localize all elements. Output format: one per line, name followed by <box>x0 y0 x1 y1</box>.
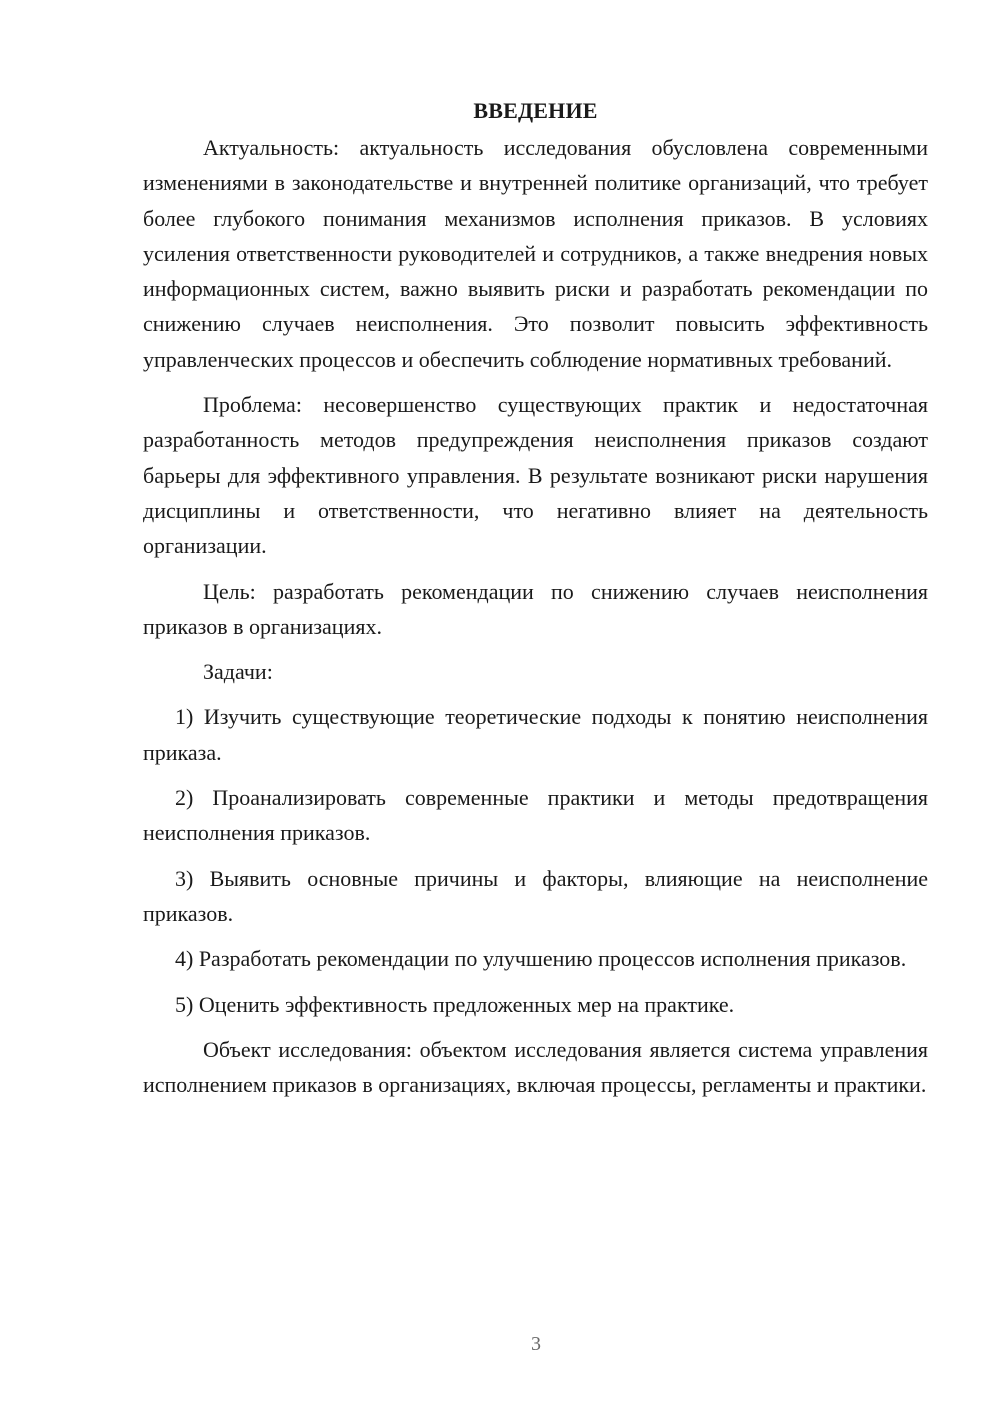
paragraph-goal: Цель: разработать рекомендации по снижению случаев неисполнения приказов в организациях. <box>143 578 928 639</box>
paragraph-tasks-heading: Задачи: <box>203 659 273 685</box>
task-item: 1) Изучить существующие теоретические подходы к понятию неисполнения приказа. <box>143 704 928 765</box>
task-item: 4) Разработать рекомендации по улучшению процессов исполнения приказов. <box>175 946 907 972</box>
paragraph-object: Объект исследования: объектом исследования является система управления исполнением приказов в организациях, включая процессы, регламенты и практики. <box>143 1036 928 1098</box>
paragraph-relevance: Актуальность: актуальность исследования обусловлена современными изменениями в законодательстве и внутренней политике организаций, что требует более глубокого понимания механизмов исполнения приказов. В условиях усиления ответственности руководителей и сотрудников, а также внедрения новых информационных систем, важно выявить риски и разработать рекомендации по снижению случаев неисполнения. Это позволит повысить эффективность управленческих процессов и обеспечить соблюдение нормативных требований. <box>143 135 928 372</box>
task-item: 5) Оценить эффективность предложенных мер на практике. <box>175 991 735 1017</box>
page-number: 3 <box>531 1333 541 1355</box>
task-item: 3) Выявить основные причины и факторы, влияющие на неисполнение приказов. <box>143 865 928 926</box>
page-content <box>143 93 928 1102</box>
task-item: 2) Проанализировать современные практики и методы предотвращения неисполнения приказов. <box>143 785 928 846</box>
section-title: ВВЕДЕНИЕ <box>473 98 598 123</box>
paragraph-problem: Проблема: несовершенство существующих практик и недостаточная разработанность методов предупреждения неисполнения приказов создают барьеры для эффективного управления. В результате возникают риски нарушения дисциплины и ответственности, что негативно влияет на деятельность организации. <box>143 392 928 559</box>
